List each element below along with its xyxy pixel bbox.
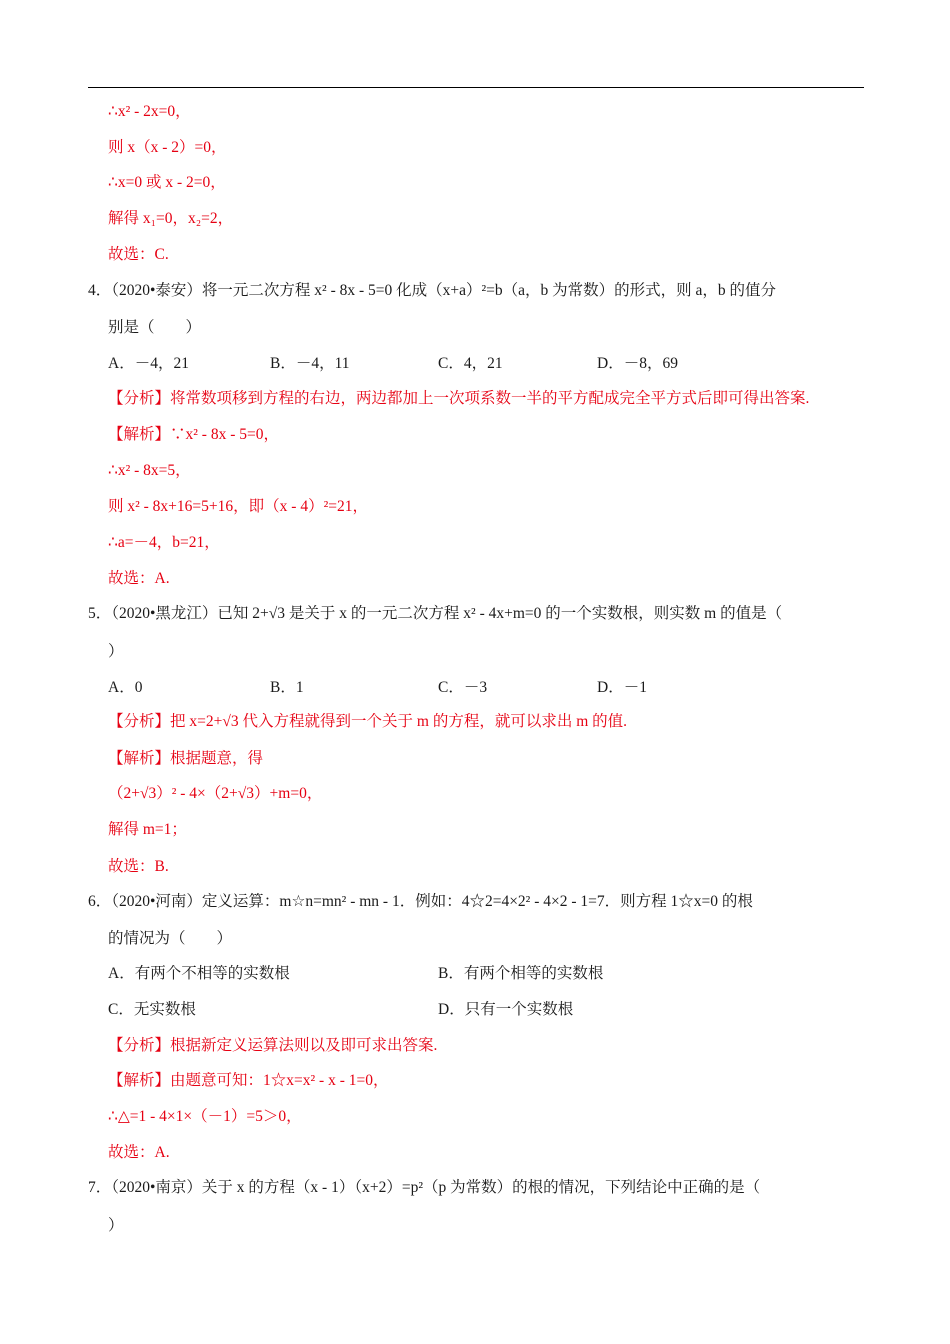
sol3-line-1: ∴x² - 2x=0， (108, 103, 191, 120)
q5-stem-line-1: 5．（2020•黑龙江）已知 2+√3 是关于 x 的一元二次方程 x² - 4x+m=0 的一个实数根，则实数 m 的值是（ (88, 605, 783, 622)
header-rule (88, 87, 864, 88)
q5-solution-line-1 (108, 749, 263, 769)
q5-option-d: D．－1 (597, 679, 647, 696)
q6-option-b: B．有两个相等的实数根 (438, 965, 604, 982)
analysis-tag: 【分析】 (108, 713, 171, 730)
q6-analysis (108, 1036, 437, 1056)
sol3-line-4: 解得 x₁=0，x₂=2， (108, 210, 234, 227)
analysis-text: 把 x=2+√3 代入方程就得到一个关于 m 的方程，就可以求出 m 的值. (170, 713, 627, 730)
q5-option-c: C．－3 (438, 679, 488, 696)
solution-text: 根据题意，得 (170, 750, 264, 767)
q7-stem-line-1: 7．（2020•南京）关于 x 的方程（x - 1）（x+2）=p²（p 为常数）的根的情况，下列结论中正确的是（ (88, 1179, 761, 1196)
q4-solution-line-2: ∴x² - 8x=5， (108, 462, 191, 479)
sol3-answer: 故选：C. (108, 246, 169, 263)
sol3-line-2: 则 x（x - 2）=0， (108, 139, 227, 156)
q6-stem-line-1: 6．（2020•河南）定义运算：m☆n=mn² - mn - 1．例如：4☆2=4×2² - 4×2 - 1=7．则方程 1☆x=0 的根 (88, 893, 753, 910)
q7-stem-line-2: ） (108, 1217, 124, 1234)
q4-solution-line-1 (108, 425, 279, 445)
analysis-text: 将常数项移到方程的右边，两边都加上一次项系数一半的平方配成完全平方式后即可得出答案. (170, 390, 810, 407)
q5-option-a: A．0 (108, 679, 143, 696)
q4-option-b: B．－4，11 (270, 355, 350, 372)
solution-tag: 【解析】 (108, 750, 171, 767)
q6-answer: 故选：A. (108, 1144, 170, 1161)
q5-answer: 故选：B. (108, 858, 169, 875)
q6-solution-line-1 (108, 1071, 388, 1091)
analysis-tag: 【分析】 (108, 390, 171, 407)
solution-tag: 【解析】 (108, 1072, 171, 1089)
q5-stem-line-2: ） (108, 643, 124, 660)
q4-solution-line-3: 则 x² - 8x+16=5+16，即（x - 4）²=21， (108, 498, 368, 515)
q4-option-a: A．－4，21 (108, 355, 189, 372)
q5-solution-line-3: 解得 m=1； (108, 821, 187, 838)
solution-tag: 【解析】 (108, 426, 171, 443)
q6-option-c: C．无实数根 (108, 1001, 196, 1018)
analysis-text: 根据新定义运算法则以及即可求出答案. (170, 1037, 438, 1054)
q6-option-d: D．只有一个实数根 (438, 1001, 574, 1018)
q4-option-d: D．－8，69 (597, 355, 678, 372)
q6-stem-line-2: 的情况为（ ） (108, 930, 233, 947)
q4-option-c: C．4，21 (438, 355, 503, 372)
q5-option-b: B．1 (270, 679, 304, 696)
solution-text: 由题意可知：1☆x=x² - x - 1=0， (170, 1072, 389, 1089)
q4-analysis (108, 389, 809, 409)
solution-text: ∵x² - 8x - 5=0， (170, 426, 279, 443)
q5-analysis (108, 712, 627, 732)
q4-stem-line-2: 别是（ ） (108, 319, 202, 336)
q4-stem-line-1: 4．（2020•泰安）将一元二次方程 x² - 8x - 5=0 化成（x+a）²=b（a，b 为常数）的形式，则 a，b 的值分 (88, 282, 777, 299)
q6-option-a: A．有两个不相等的实数根 (108, 965, 290, 982)
sol3-line-3: ∴x=0 或 x - 2=0， (108, 174, 226, 191)
q4-solution-line-4: ∴a=－4，b=21， (108, 534, 220, 551)
q5-solution-line-2: （2+√3）² - 4×（2+√3）+m=0， (108, 785, 323, 802)
analysis-tag: 【分析】 (108, 1037, 171, 1054)
q6-solution-line-2: ∴△=1 - 4×1×（－1）=5＞0， (108, 1108, 302, 1125)
q4-answer: 故选：A. (108, 570, 170, 587)
